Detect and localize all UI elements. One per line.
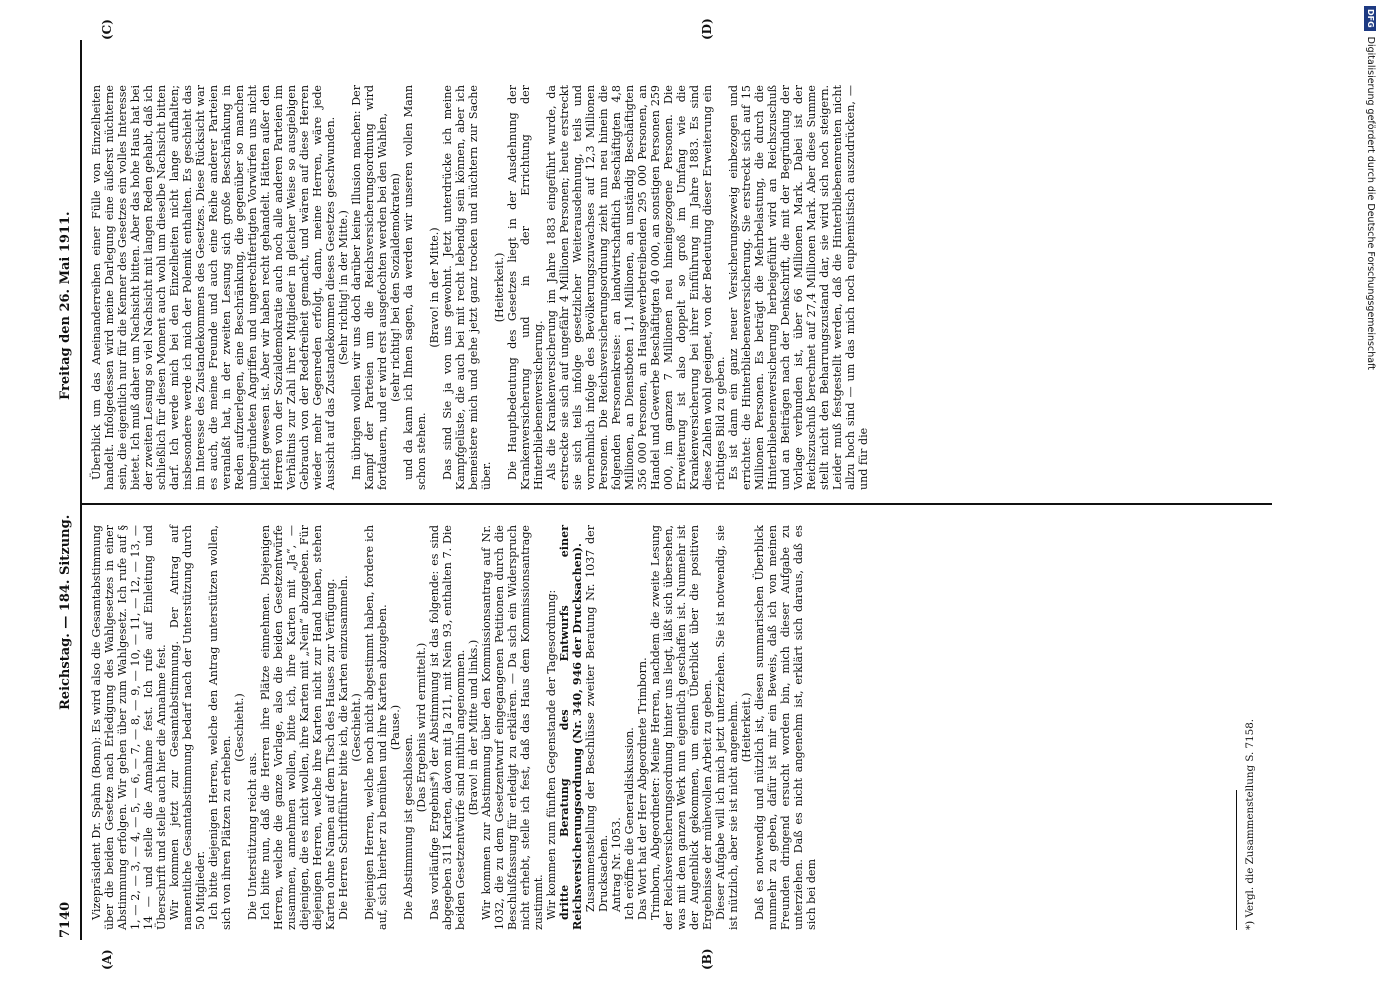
footnote-rule	[1236, 790, 1237, 930]
stage-direction: (Pause.)	[389, 704, 402, 751]
paragraph: Die Unterstützung reicht aus.	[246, 752, 259, 920]
stage-direction: (Heiterkeit.)	[740, 692, 753, 763]
stage-direction: (Bravo! in der Mitte und links.)	[467, 639, 480, 816]
paragraph: Wir kommen zum fünften Gegenstande der Tagesordnung:	[545, 589, 558, 920]
page-number: 7140	[58, 901, 73, 938]
agenda-detail: Zusammenstellung der Beschlüsse zweiter Beratung Nr. 1037 der Drucksachen.	[584, 525, 610, 912]
margin-mark-b: (B)	[700, 948, 714, 970]
margin-mark-a: (A)	[100, 949, 114, 970]
right-column	[90, 85, 870, 490]
paragraph: Im übrigen wollen wir uns doch darüber keine Illusion machen: Der Kampf der Parteien um die Reichsversicherungsordnung wird fortdauern, und er wird erst ausgefochten werden bei den Wahlen,	[350, 85, 389, 490]
paragraph: Es ist dann ein ganz neuer Versicherungszweig einbezogen und errichtet: die Hinterbliebenenversicherung. Sie erstreckt sich auf 15 Millionen Personen. Es beträgt die Mehrbelastung, die durch die Hinterbliebenenversicherung herbeigeführt wird an Reichszuschuß und an Beiträgen nach der Denkschrift, die mit der Begründung der Vorlage verbunden ist, über 66 Millionen Mark. Dabei ist der Reichszuschuß berechnet auf 27,4 Millionen Mark. Aber diese Summe stellt nicht den Beharrungszustand dar, sie wird sich noch steigern. Leider muß festgestellt werden, daß die Hinterbliebenenrenten nicht allzu hoch sind — um das mich noch euphemistisch auszudrücken, — und für die	[727, 85, 870, 490]
agenda-item: dritte Beratung des Entwurfs einer Reichsversicherungsordnung (Nr. 340, 946 der Drucksachen).	[558, 525, 584, 930]
paragraph: Das sind Sie ja von uns gewohnt. Jetzt unterdrücke ich meine Kampfgelüste, die auch bei mit recht lebendig sein können, aber ich bemeistere mich und gehe jetzt ganz trocken und nüchtern zur Sache über.	[441, 85, 493, 490]
paragraph: Die Hauptbedeutung des Gesetzes liegt in der Ausdehnung der Krankenversicherung und in der Errichtung der Hinterbliebenenversicherung.	[506, 85, 545, 490]
paragraph: Das vorläufige Ergebnis*) der Abstimmung ist das folgende: es sind abgegeben 311 Karten, davon mit Ja 211, mit Nein 93, enthalten 7. Die beiden Gesetzentwürfe sind mithin angenommen.	[428, 525, 467, 930]
digitization-credit	[1361, 6, 1379, 996]
paragraph: und da kann ich Ihnen sagen, da werden wir unseren vollen Mann schon stehen.	[402, 85, 428, 490]
header-left-title: Reichstag. — 184. Sitzung.	[58, 514, 73, 710]
paragraph: Daß es notwendig und nützlich ist, diesen summarischen Überblick nunmehr zu geben, dafür ist mir ein Beweis, daß ich von meinen Freunden dringend ersucht worden bin, mich dieser Aufgabe zu unterziehen. Daß es nicht angenehm ist, erklärt sich daraus, daß es sich bei dem	[753, 525, 818, 930]
paragraph: Ich eröffne die Generaldiskussion.	[623, 727, 636, 920]
paragraph: Als die Krankenversicherung im Jahre 1883 eingeführt wurde, da erstreckte sie sich auf ungefähr 4 Millionen Personen; heute erstreckt sie sich teils infolge gesetzlicher Weiterausdehnung, teils und vornehmlich infolge des Bevölkerungszuwachses auf 12,3 Millionen Personen. Die Reichsversicherungsordnung zieht nun neu hinein die folgenden Personenkreise: an landwirtschaftlich Beschäftigten 4,8 Millionen, an Dienstboten 1,1 Millionen, an unständig Beschäftigten 356 000 Personen, an Hausgewerbetreibenden 295 000 Personen, an Handel und Gewerbe Beschäftigten 40 000, an sonstigen Personen 259 000, im ganzen 7 Millionen neu hineingezogene Personen. Die Erweiterung ist also doppelt so groß im Umfang wie die Krankenversicherung bei ihrer Einführung im Jahre 1883. Es sind diese Zahlen wohl geeignet, von der Bedeutung dieser Erweiterung ein richtiges Bild zu geben.	[545, 85, 727, 490]
stage-direction: (sehr richtig! bei den Sozialdemokraten)	[389, 173, 402, 402]
paragraph: Die Abstimmung ist geschlossen.	[402, 733, 415, 920]
margin-mark-d: (D)	[700, 18, 714, 40]
paragraph: Dieser Aufgabe will ich mich jetzt unterziehen. Sie ist notwendig, sie ist nützlich, aber sie ist nicht angenehm.	[714, 525, 740, 930]
stage-direction: (Geschieht.)	[350, 693, 363, 762]
paragraph: Ich bitte diejenigen Herren, welche den Antrag unterstützen wollen, sich von ihren Plätzen zu erheben.	[207, 525, 233, 930]
agenda-detail: Antrag Nr. 1053.	[610, 817, 623, 912]
footnote: *) Vergl. die Zusammenstellung S. 7158.	[1244, 718, 1256, 930]
left-column	[90, 525, 818, 930]
margin-mark-c: (C)	[100, 19, 114, 40]
stage-direction: (Das Ergebnis wird ermittelt.)	[415, 642, 428, 813]
header-rule	[80, 40, 82, 940]
paragraph: Die Herren Schriftführer bitte ich, die Karten einzusammeln.	[337, 575, 350, 920]
paragraph: Wir kommen zur Abstimmung über den Kommissionsantrag auf Nr. 1032, die zu dem Gesetzentwurf eingegangenen Petitionen durch die Beschlußfassung für erledigt zu erklären. — Da sich ein Widerspruch nicht erhebt, stelle ich fest, daß das Haus dem Kommissionsantrage zustimmt.	[480, 525, 545, 930]
speech-paragraph: Trimborn, Abgeordneter: Meine Herren, nachdem die zweite Lesung der Reichsversicherungsordnung hinter uns liegt, läßt sich übersehen, was mit dem ganzen Werk nun eigentlich geschaffen ist. Nunmehr ist der Augenblick gekommen, um einen Überblick über die positiven Ergebnisse der mühevollen Arbeit zu geben.	[649, 525, 714, 930]
paragraph: Überblick um das Aneinanderreihen einer Fülle von Einzelheiten handelt. Infolgedessen wird meine Darlegung eine äußerst nüchterne sein, die eigentlich nur für die Kenner des Gesetzes ein volles Interesse bietet. Ich muß daher um Nachsicht bitten. Aber das hohe Haus hat bei der zweiten Lesung so viel Nachsicht mit langen Reden gehabt, daß ich schließlich für diesen Moment auch wohl um dieselbe Nachsicht bitten darf. Ich werde mich bei den Einzelheiten nicht lange aufhalten; insbesondere werde ich mich der Polemik enthalten. Es geschieht das im Interesse des Zustandekommens des Gesetzes. Diese Rücksicht war es auch, die meine Freunde und auch eine Reihe anderer Parteien veranlaßt hat, in der zweiten Lesung sich große Beschränkung in Reden aufzuerlegen, eine Beschränkung, die gegenüber so manchen unbegründeten Angriffen und ungerechtfertigten Vorwürfen uns nicht leicht gewesen ist. Aber wir haben recht gehandelt. Hätten außer den Herren von der Sozialdemokratie auch noch alle anderen Parteien im Verhältnis zur Zahl ihrer Mitglieder in gleicher Weise so ausgiebigen Gebrauch von der Redefreiheit gemacht, und wären auf diese Herren wieder mehr Gegenreden erfolgt, dann, meine Herren, wäre jede Aussicht auf das Zustandekommen dieses Gesetzes geschwunden.	[90, 85, 337, 490]
column-divider	[82, 503, 1272, 505]
stage-direction: (Heiterkeit.)	[493, 252, 506, 323]
credit-text: Digitalisierung gefördert durch die Deutsche Forschungsgemeinschaft	[1365, 36, 1376, 370]
paragraph: Diejenigen Herren, welche noch nicht abgestimmt haben, fordere ich auf, sich hierher zu bemühen und ihre Karten abzugeben.	[363, 525, 389, 930]
header-right-title: Freitag den 26. Mai 1911.	[58, 211, 73, 400]
paragraph: Vizepräsident Dr. Spahn (Bonn): Es wird also die Gesamtabstimmung über die beiden Gesetze nach Erledigung des Wahlgesetzes in einer Abstimmung erfolgen. Wir gehen über zum Wahlgesetz. Ich rufe auf § 1, — 2, — 3, — 4, — 5, — 6, — 7, — 8, — 9, — 10, — 11, — 12, — 13, — 14 — und stelle die Annahme fest. Ich rufe auf Einleitung und Überschrift und stelle auch hier die Annahme fest.	[90, 525, 168, 930]
stage-direction: (Bravo! in der Mitte.)	[428, 227, 441, 348]
stage-direction: (Geschieht.)	[233, 693, 246, 762]
paragraph: Ich bitte nun, daß die Herren ihre Plätze einnehmen. Diejenigen Herren, welche die ganze Vorlage, also die beiden Gesetzentwürfe zusammen, annehmen wollen, bitte ich, ihre Karten mit „Ja“, — diejenigen, die es nicht wollen, ihre Karten mit „Nein“ abzugeben. Für diejenigen Herren, welche ihre Karten nicht zur Hand haben, stehen Karten ohne Namen auf dem Tisch des Hauses zur Verfügung.	[259, 525, 337, 930]
stage-direction: (Sehr richtig! in der Mitte.)	[337, 210, 350, 365]
dfg-logo: DFG	[1365, 6, 1377, 31]
paragraph: Das Wort hat der Herr Abgeordnete Trimborn.	[636, 657, 649, 920]
paragraph: Wir kommen jetzt zur Gesamtabstimmung. Der Antrag auf namentliche Gesamtabstimmung bedarf nach der Unterstützung durch 50 Mitglieder.	[168, 525, 207, 930]
